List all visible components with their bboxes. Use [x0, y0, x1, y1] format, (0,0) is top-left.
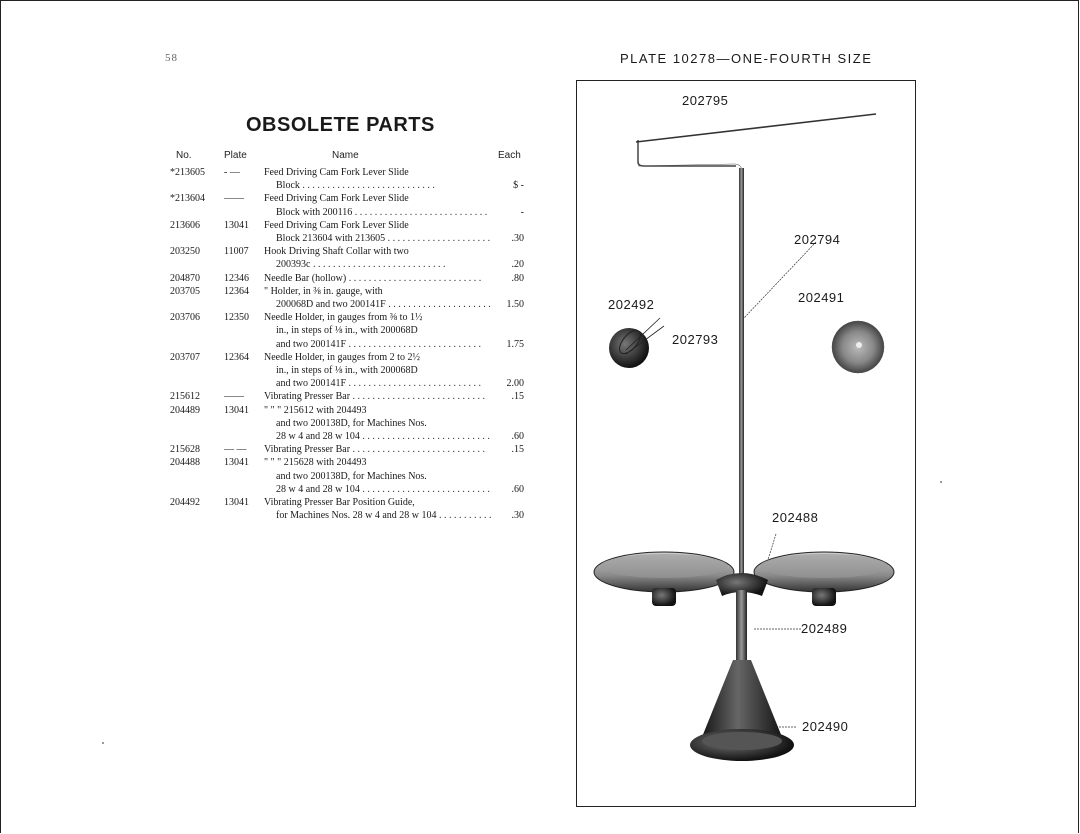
part-name-line: Vibrating Presser Bar . . .	[264, 444, 485, 455]
parts-list	[0, 166, 540, 522]
base-202490	[690, 660, 794, 761]
part-name-line: 28 w 4 and 28 w 104 . . .	[276, 484, 492, 495]
part-row	[0, 311, 540, 351]
part-name	[264, 404, 492, 444]
part-number: 204492	[170, 497, 200, 509]
part-name-line: and two 200141F . . .	[276, 339, 481, 350]
part-name-line: 200393c . . .	[276, 259, 445, 270]
part-name	[264, 192, 492, 218]
part-name-line: " Holder, in ⅜ in. gauge, with	[264, 285, 383, 297]
part-row	[0, 192, 540, 218]
part-name-line: Block . . .	[276, 180, 435, 191]
part-price: .80	[511, 272, 524, 284]
leader-202794	[744, 242, 816, 318]
part-name-line: Feed Driving Cam Fork Lever Slide	[264, 219, 409, 231]
part-name-line: 28 w 4 and 28 w 104 . . .	[276, 431, 492, 442]
part-name-line: in., in steps of ⅛ in., with 200068D	[276, 325, 418, 337]
part-price: 2.00	[506, 378, 524, 390]
column-header-no: No.	[176, 150, 192, 161]
part-row	[0, 219, 540, 245]
part-name-line: Needle Holder, in gauges from ⅜ to 1½	[264, 312, 423, 324]
part-row	[0, 404, 540, 444]
part-name	[264, 390, 492, 403]
part-number: 203705	[170, 285, 200, 297]
scan-speck	[102, 742, 104, 744]
callout-202492: 202492	[608, 297, 655, 312]
part-name	[264, 311, 492, 351]
part-name	[264, 285, 492, 311]
disc-202491-hole	[856, 342, 862, 348]
part-number: 204870	[170, 272, 200, 284]
part-name-line: for Machines Nos. 28 w 4 and 28 w 104 . . .	[276, 510, 492, 521]
part-plate: 12350	[224, 312, 249, 324]
part-name-line: 200068D and two 200141F . . .	[276, 299, 492, 310]
part-name-line: Hook Driving Shaft Collar with two	[264, 246, 409, 258]
callout-202490: 202490	[802, 719, 849, 734]
part-plate: 12364	[224, 351, 249, 363]
part-name-line: and two 200138D, for Machines Nos.	[276, 417, 427, 429]
part-plate: 13041	[224, 457, 249, 469]
part-number: 215628	[170, 444, 200, 456]
part-number: *213604	[170, 193, 205, 205]
part-name-line: and two 200138D, for Machines Nos.	[276, 470, 427, 482]
part-price: .30	[511, 233, 524, 244]
part-price: .60	[511, 431, 524, 443]
callout-202794: 202794	[794, 232, 841, 247]
part-row	[0, 456, 540, 496]
callout-202795: 202795	[682, 93, 729, 108]
part-name	[264, 272, 492, 285]
part-row	[0, 443, 540, 456]
part-name-line: Block with 200116 . . .	[276, 207, 487, 218]
part-name-line: in., in steps of ⅛ in., with 200068D	[276, 365, 418, 377]
page-title: OBSOLETE PARTS	[246, 114, 435, 136]
column-header-plate: Plate	[224, 150, 247, 161]
part-price: .60	[511, 483, 524, 495]
part-price: 1.75	[506, 338, 524, 350]
part-row	[0, 390, 540, 403]
part-name-line: Vibrating Presser Bar Position Guide,	[264, 497, 415, 509]
column-header-each: Each	[498, 150, 521, 161]
part-name-line: " " " 215628 with 204493	[264, 457, 367, 469]
part-name	[264, 219, 492, 245]
part-row	[0, 351, 540, 391]
part-name-line: Feed Driving Cam Fork Lever Slide	[264, 193, 409, 205]
page-number: 58	[165, 52, 178, 64]
part-plate: — —	[224, 444, 247, 456]
part-plate: 12346	[224, 272, 249, 284]
part-name-line: Needle Holder, in gauges from 2 to 2½	[264, 351, 420, 363]
part-plate: ——	[224, 193, 244, 205]
part-name	[264, 443, 492, 456]
part-price: .20	[511, 259, 524, 271]
part-row	[0, 285, 540, 311]
column-header-name: Name	[332, 150, 359, 161]
plate-illustration	[576, 80, 916, 807]
plate-header: PLATE 10278—ONE-FOURTH SIZE	[620, 51, 873, 66]
part-plate: 11007	[224, 246, 249, 258]
part-number: 204488	[170, 457, 200, 469]
part-plate: 13041	[224, 219, 249, 231]
part-plate: ——	[224, 391, 244, 403]
part-number: *213605	[170, 167, 205, 178]
part-price: $ -	[513, 180, 524, 192]
part-row	[0, 245, 540, 271]
part-price: -	[520, 206, 524, 218]
part-plate: 12364	[224, 285, 249, 297]
part-number: 203707	[170, 351, 200, 363]
part-name	[264, 245, 492, 271]
scan-speck	[940, 481, 942, 483]
part-price: 1.50	[506, 299, 524, 311]
part-name-line: Feed Driving Cam Fork Lever Slide	[264, 167, 409, 178]
disc-202492	[609, 318, 664, 368]
part-number: 204489	[170, 404, 200, 416]
bracket-202489	[716, 573, 768, 660]
callout-202489: 202489	[801, 621, 848, 636]
part-name	[264, 351, 492, 391]
part-price: .15	[511, 444, 524, 456]
part-name-line: Block 213604 with 213605 . . .	[276, 233, 492, 244]
part-row	[0, 496, 540, 522]
part-name	[264, 166, 492, 192]
part-name-line: Needle Bar (hollow) . . .	[264, 273, 481, 284]
part-price: .15	[511, 391, 524, 403]
part-name-line: and two 200141F . . .	[276, 378, 481, 389]
part-row	[0, 272, 540, 285]
callout-202491: 202491	[798, 290, 845, 305]
callout-202793: 202793	[672, 332, 719, 347]
part-price: .30	[511, 510, 524, 522]
part-plate: - —	[224, 167, 240, 178]
part-plate: 13041	[224, 404, 249, 416]
part-name	[264, 456, 492, 496]
part-name-line: Vibrating Presser Bar . . .	[264, 391, 485, 402]
part-name	[264, 496, 492, 522]
part-number: 203250	[170, 246, 200, 258]
part-number: 203706	[170, 312, 200, 324]
callout-202488: 202488	[772, 510, 819, 525]
part-plate: 13041	[224, 497, 249, 509]
part-row	[0, 166, 540, 192]
part-name-line: " " " 215612 with 204493	[264, 404, 367, 416]
part-number: 215612	[170, 391, 200, 403]
part-number: 213606	[170, 219, 200, 231]
